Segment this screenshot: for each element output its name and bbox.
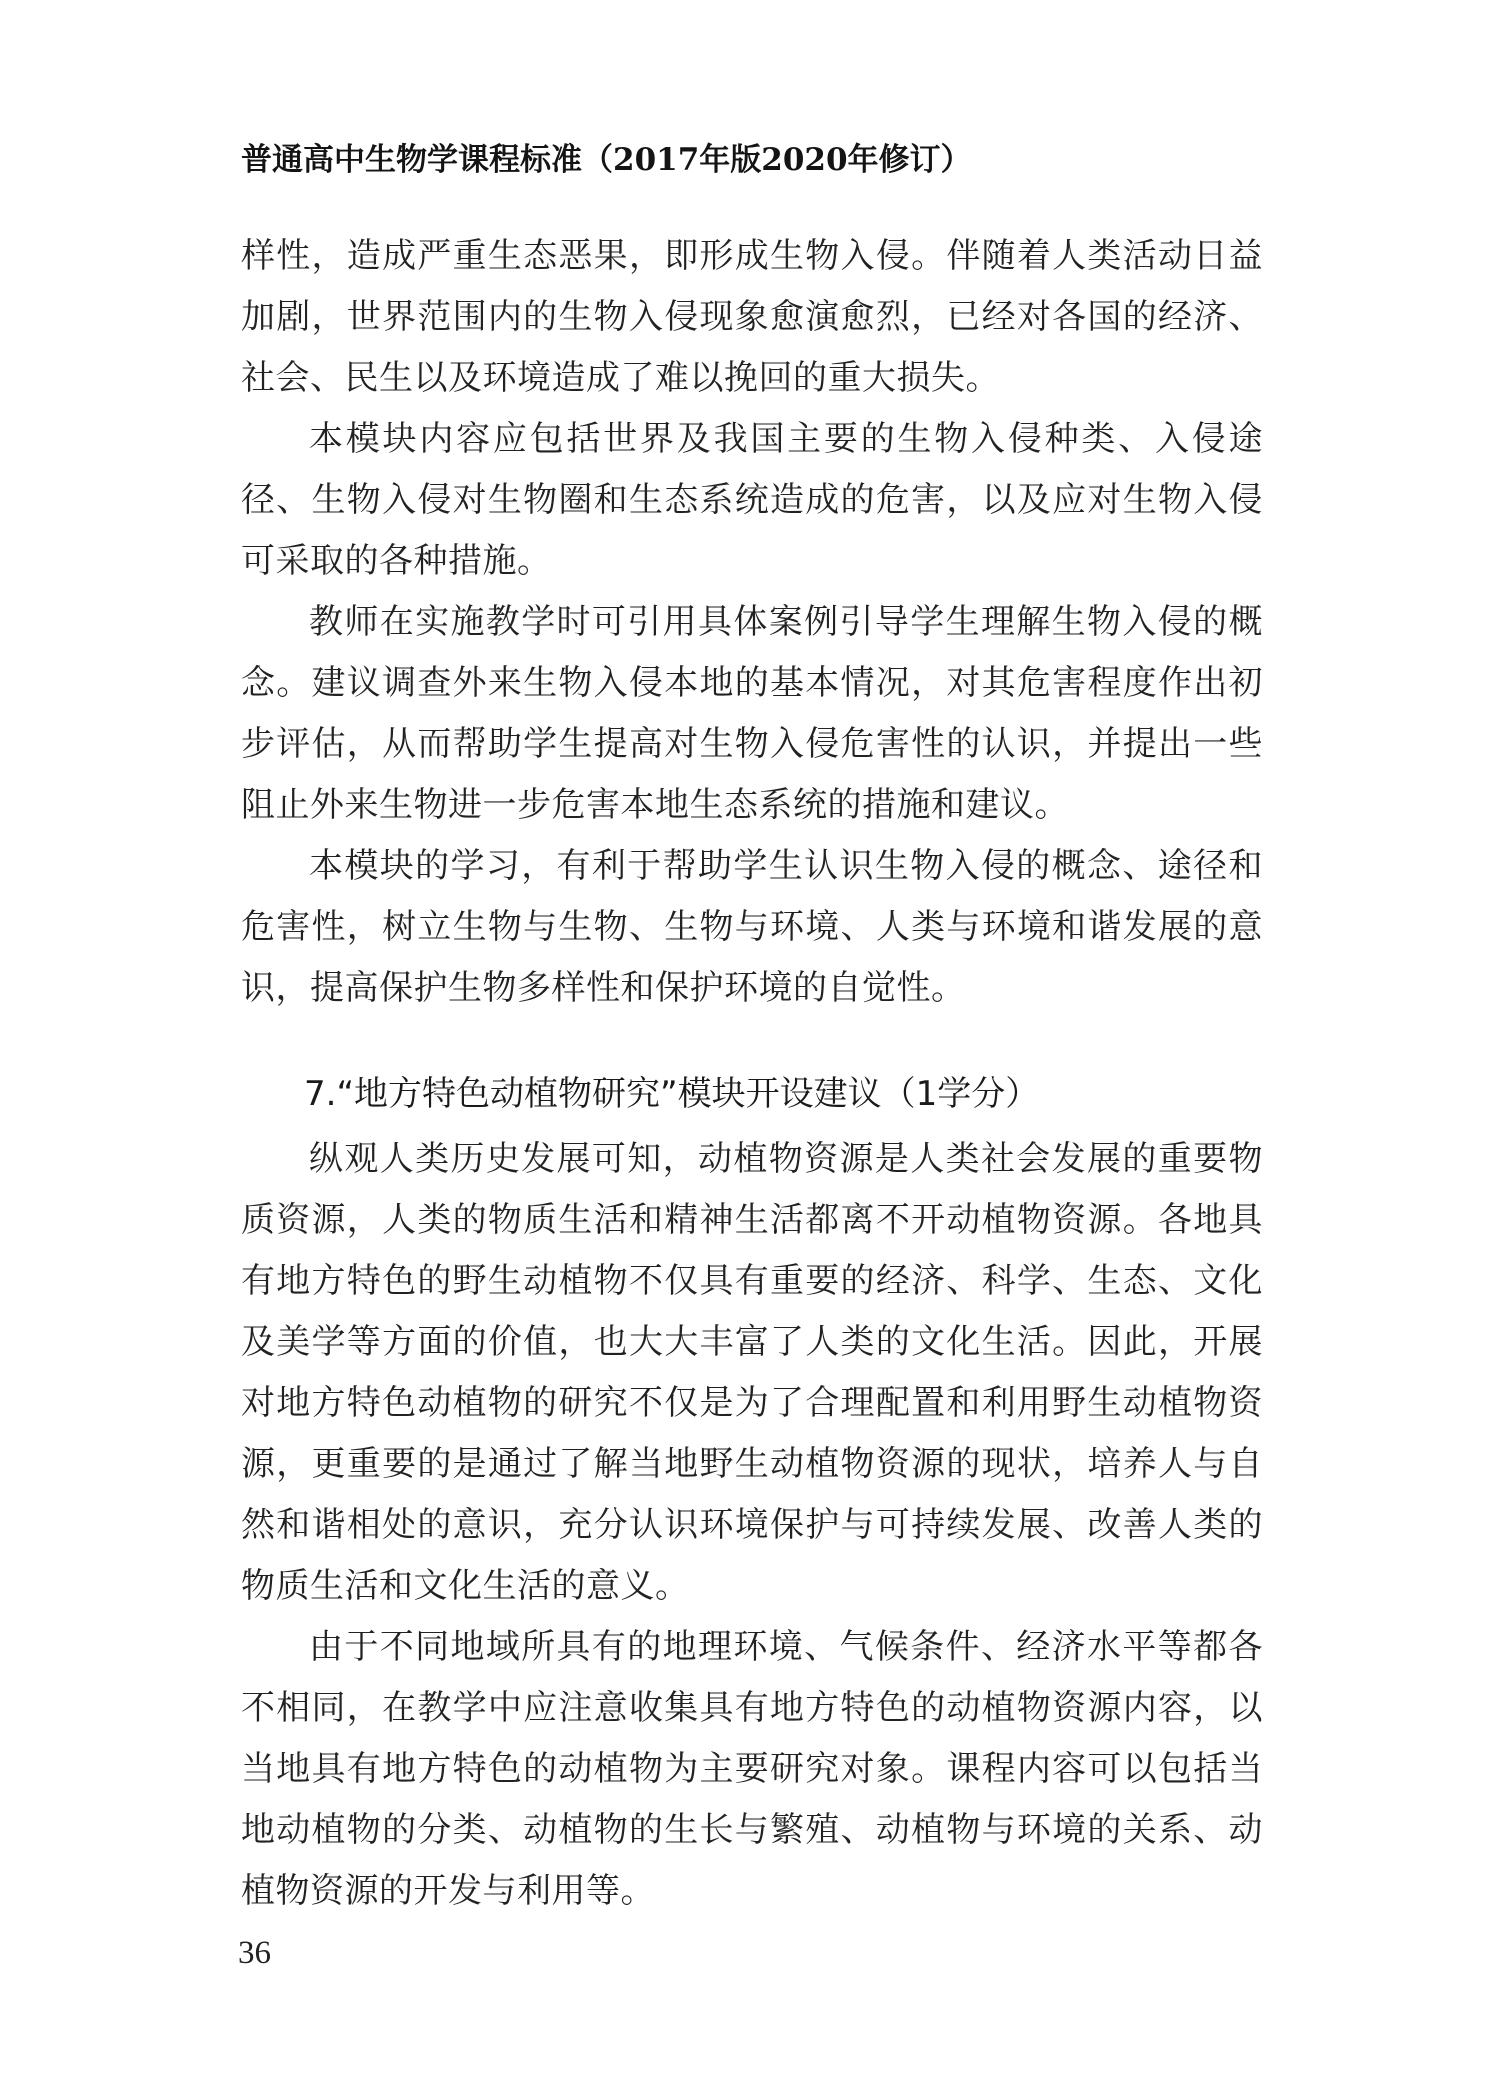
body-text [241,226,1263,1922]
paragraph: 纵观人类历史发展可知，动植物资源是人类社会发展的重要物质资源，人类的物质生活和精神生活都离不开动植物资源。各地具有地方特色的野生动植物不仅具有重要的经济、科学、生态、文化及美学等方面的价值，也大大丰富了人类的文化生活。因此，开展对地方特色动植物的研究不仅是为了合理配置和利用野生动植物资源，更重要的是通过了解当地野生动植物资源的现状，培养人与自然和谐相处的意识，充分认识环境保护与可持续发展、改善人类的物质生活和文化生活的意义。 [241,1139,1263,1606]
paragraph: 样性，造成严重生态恶果，即形成生物入侵。伴随着人类活动日益加剧，世界范围内的生物入侵现象愈演愈烈，已经对各国的经济、社会、民生以及环境造成了难以挽回的重大损失。 [241,236,1263,398]
paragraph: 本模块内容应包括世界及我国主要的生物入侵种类、入侵途径、生物入侵对生物圈和生态系统造成的危害，以及应对生物入侵可采取的各种措施。 [241,419,1263,581]
running-header: 普通高中生物学课程标准（2017年版2020年修订） [241,142,972,178]
page-number: 36 [238,1935,271,1971]
paragraph: 教师在实施教学时可引用具体案例引导学生理解生物入侵的概念。建议调查外来生物入侵本地的基本情况，对其危害程度作出初步评估，从而帮助学生提高对生物入侵危害性的认识，并提出一些阻止外来生物进一步危害本地生态系统的措施和建议。 [241,602,1263,825]
section-heading: 7.“地方特色动植物研究”模块开设建议（1学分） [304,1074,1040,1114]
paragraph: 本模块的学习，有利于帮助学生认识生物入侵的概念、途径和危害性，树立生物与生物、生物与环境、人类与环境和谐发展的意识，提高保护生物多样性和保护环境的自觉性。 [241,846,1263,1008]
paragraph: 由于不同地域所具有的地理环境、气候条件、经济水平等都各不相同，在教学中应注意收集具有地方特色的动植物资源内容，以当地具有地方特色的动植物为主要研究对象。课程内容可以包括当地动植物的分类、动植物的生长与繁殖、动植物与环境的关系、动植物资源的开发与利用等。 [241,1627,1263,1911]
